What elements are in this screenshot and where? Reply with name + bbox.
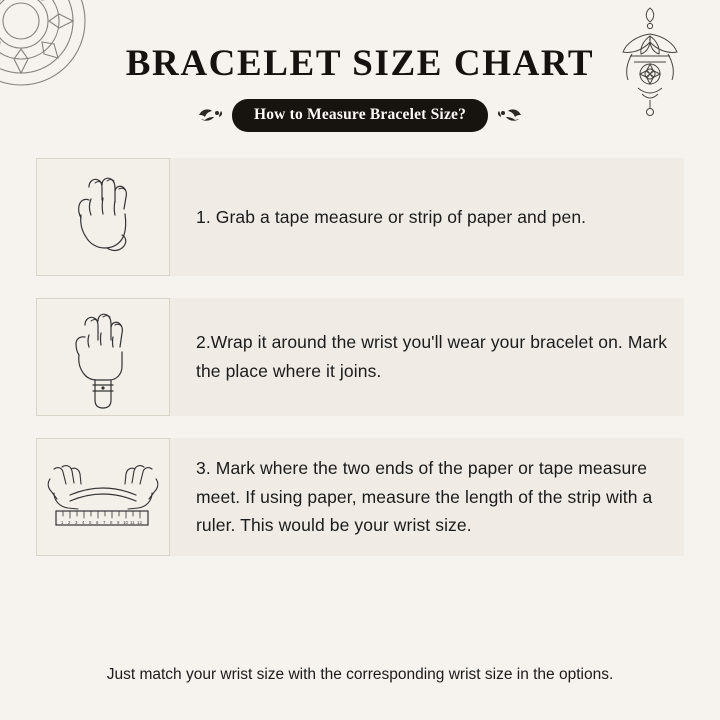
step-3-body: Mark where the two ends of the paper or tape measure meet. If using paper, measure the length of the strip with a ruler. This would be your wrist size. bbox=[196, 458, 653, 535]
svg-text:6: 6 bbox=[96, 519, 99, 525]
svg-text:9: 9 bbox=[117, 519, 120, 525]
list-item bbox=[36, 438, 684, 556]
step-3-figure bbox=[36, 438, 170, 556]
header bbox=[0, 0, 720, 132]
svg-text:2: 2 bbox=[68, 519, 71, 525]
svg-text:12: 12 bbox=[137, 519, 142, 525]
svg-text:11: 11 bbox=[130, 519, 135, 525]
svg-text:5: 5 bbox=[89, 519, 92, 525]
floral-flourish-left-icon bbox=[197, 105, 223, 125]
svg-text:4: 4 bbox=[82, 519, 85, 525]
steps-list bbox=[0, 158, 720, 556]
subtitle-badge: How to Measure Bracelet Size? bbox=[232, 99, 488, 132]
step-3-number: 3. bbox=[196, 458, 216, 479]
step-3-text bbox=[170, 438, 684, 556]
step-1-figure bbox=[36, 158, 170, 276]
subtitle-row bbox=[0, 99, 720, 132]
svg-text:8: 8 bbox=[110, 519, 113, 525]
list-item bbox=[36, 158, 684, 276]
step-1-body: Grab a tape measure or strip of paper and pen. bbox=[215, 206, 587, 227]
list-item bbox=[36, 298, 684, 416]
step-2-text bbox=[170, 298, 684, 416]
hands-measuring-strip-with-ruler-icon bbox=[40, 445, 166, 549]
svg-text:1: 1 bbox=[61, 519, 64, 525]
footer-note: Just match your wrist size with the corresponding wrist size in the options. bbox=[106, 666, 614, 683]
svg-text:10: 10 bbox=[123, 519, 128, 525]
step-1-text bbox=[170, 158, 684, 276]
hand-with-tape-around-wrist-icon bbox=[51, 299, 155, 415]
svg-text:7: 7 bbox=[103, 519, 106, 525]
step-2-number: 2. bbox=[196, 332, 211, 353]
svg-text:3: 3 bbox=[75, 519, 78, 525]
closed-fist-hand-icon bbox=[51, 165, 155, 269]
step-2-figure bbox=[36, 298, 170, 416]
floral-flourish-right-icon bbox=[497, 105, 523, 125]
page-title: BRACELET SIZE CHART bbox=[125, 43, 595, 84]
step-1-number: 1. bbox=[196, 206, 216, 227]
step-2-body: Wrap it around the wrist you'll wear your bracelet on. Mark the place where it joins. bbox=[196, 332, 668, 381]
